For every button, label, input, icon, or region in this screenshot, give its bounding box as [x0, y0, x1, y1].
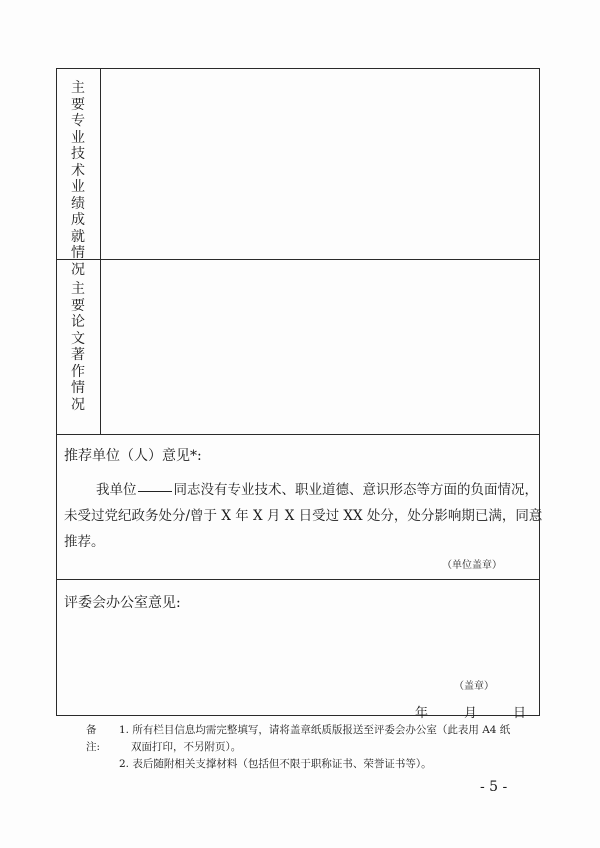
- achievements-label: 主要专业技术业绩成就情况: [71, 80, 85, 278]
- note-item-1: 1. 所有栏目信息均需完整填写，请将盖章纸质版报送至评委会办公室（此表用 A4 纸: [119, 724, 511, 736]
- achievements-label-cell: [57, 69, 101, 278]
- unit-stamp-label: （单位盖章）: [442, 560, 502, 571]
- papers-label-cell: [57, 260, 101, 434]
- recommend-line-1-end: 同志没有专业技术、职业道德、意识形态等方面的负面情况，: [173, 482, 538, 498]
- achievements-content-field[interactable]: [101, 69, 539, 259]
- recommend-line-3: 推荐。: [64, 534, 105, 550]
- papers-label: 主要论文著作情况: [71, 281, 85, 413]
- committee-stamp-label: （盖章）: [454, 681, 494, 692]
- committee-opinion-row: [57, 580, 539, 721]
- recommend-line-2: 未受过党纪政务处分/曾于 X 年 X 月 X 日受过 XX 处分，处分影响期已满，同意: [64, 508, 543, 524]
- achievements-row: [57, 69, 539, 278]
- recommend-line-1-start: 我单位: [96, 482, 137, 498]
- page-number: - 5 -: [480, 779, 508, 795]
- papers-row: [57, 260, 539, 435]
- recommend-heading: 推荐单位（人）意见*:: [64, 448, 202, 464]
- recommend-line-1: [96, 478, 538, 498]
- committee-heading: 评委会办公室意见:: [64, 595, 181, 611]
- application-form-table: [56, 68, 543, 721]
- notes-label: 备注:: [86, 724, 101, 753]
- name-blank-field[interactable]: [138, 490, 172, 492]
- date-year-label: 年: [415, 706, 429, 721]
- date-day-label: 日: [513, 706, 527, 721]
- note-item-2: 2. 表后随附相关支撑材料（包括但不限于职称证书、荣誉证书等）。: [119, 758, 432, 770]
- date-month-label: 月: [464, 706, 478, 721]
- papers-content-field[interactable]: [101, 260, 539, 434]
- recommend-opinion-row: [57, 435, 543, 580]
- note-item-1-continued: 双面打印，不另附页）。: [131, 741, 242, 753]
